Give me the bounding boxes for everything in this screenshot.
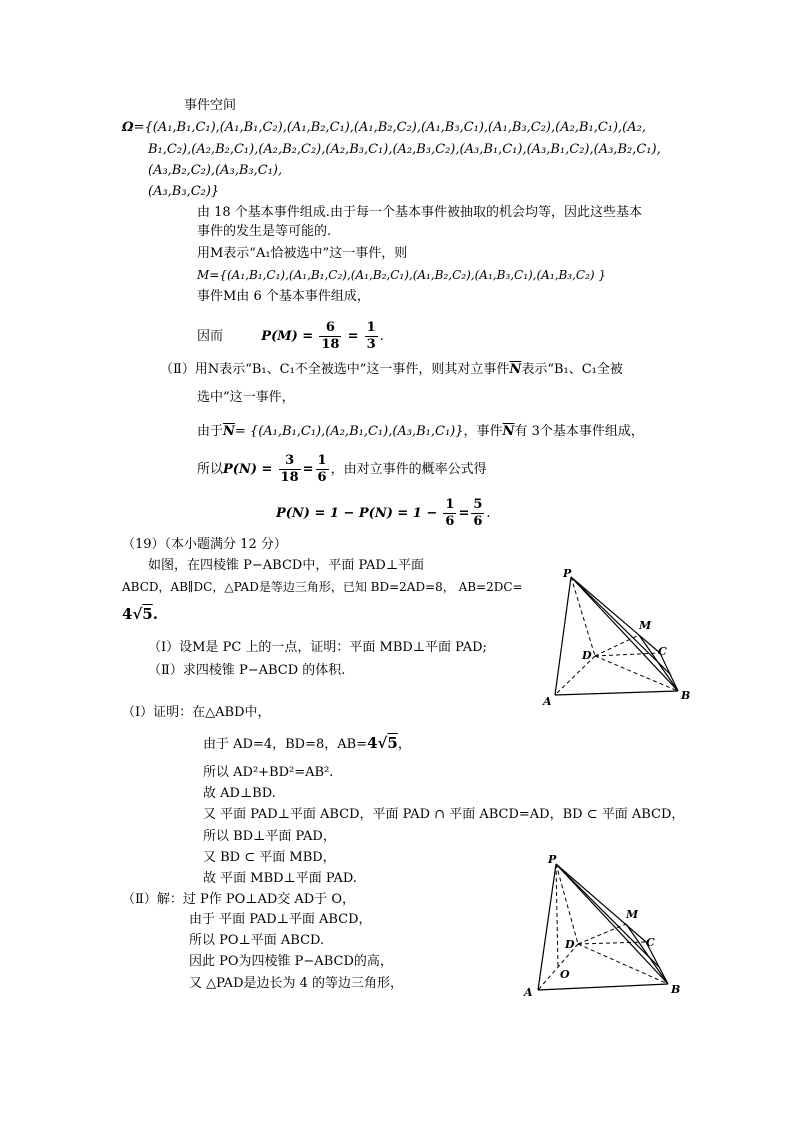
fraction-1-3 [365, 320, 378, 353]
label-d: D [582, 649, 592, 662]
nbar-symbol: $\overline{N}$ [223, 424, 235, 439]
event-m-count: 事件M由 6 个基本事件组成， [197, 289, 370, 304]
period-2: . [486, 506, 491, 521]
nbar-set-line [197, 422, 644, 442]
final-den: 6 [445, 514, 455, 529]
since-label: 由于 [197, 424, 224, 439]
proof-line-3: 所以 AD²+BD²=AB². [203, 765, 334, 780]
edge-pc [571, 577, 660, 653]
edge-dm [595, 635, 639, 656]
n-def-post: 表示“B₁、C₁全被 [521, 362, 623, 377]
pm-num2: 1 [366, 320, 376, 335]
fraction-final-5-6 [471, 497, 484, 530]
so-label: 所以 [197, 462, 224, 477]
equals-sign-2: = [302, 462, 314, 477]
label-p: P [563, 567, 572, 580]
omega-symbol: Ω [122, 120, 134, 135]
solution-line-1: （Ⅱ）解：过 P作 PO⊥AD交 AD于 O， [122, 892, 356, 907]
solution-line-4: 因此 PO为四棱锥 P−ABCD的高， [189, 954, 393, 969]
pn-den: 18 [280, 470, 299, 485]
coef-4: 4 [122, 605, 133, 623]
proof-line-2 [203, 733, 411, 755]
pnbar-formula [197, 450, 487, 490]
basic-events-line-2: 事件的发生是等可能的. [197, 224, 332, 239]
pn-den2: 6 [317, 470, 327, 485]
sqrt-sign: √ [132, 605, 143, 623]
edge-po [556, 864, 558, 968]
final-probability [276, 494, 491, 534]
equals-sign: = [347, 329, 359, 344]
proof-line-7: 又 BD ⊂ 平面 MBD， [203, 850, 336, 865]
edge-pb-2 [556, 864, 668, 984]
subquestion-1: （Ⅰ）设M是 PC 上的一点，证明：平面 MBD⊥平面 PAD; [148, 640, 487, 655]
final-num: 1 [445, 497, 455, 512]
subquestion-2: （Ⅱ）求四棱锥 P−ABCD 的体积. [148, 663, 346, 678]
nbar-set: = {(A₁,B₁,C₁),(A₂,B₁,C₁),(A₃,B₁,C₁)} [234, 424, 464, 439]
label-a-2: A [524, 986, 533, 999]
fraction-1-6 [316, 453, 329, 486]
edge-pa [555, 577, 571, 695]
edge-mb [639, 635, 678, 691]
sample-space-title: 事件空间 [184, 98, 237, 113]
edge-ab-2 [538, 984, 668, 990]
fraction-final-1-6 [443, 497, 456, 530]
n-def-pre: （Ⅱ）用N表示“B₁、C₁不全被选中”这一事件，则其对立事件 [160, 362, 510, 377]
radicand-5-b: 5 [387, 734, 398, 752]
final-left: P(N) = 1 − P(N) = 1 − [276, 506, 438, 521]
edge-pc-4 [556, 864, 660, 968]
label-m-2: M [626, 908, 639, 921]
pm-label: P(M) = [261, 329, 314, 344]
pm-num: 6 [319, 320, 341, 337]
proof-line-5: 又 平面 PAD⊥平面 ABCD，平面 PAD ∩ 平面 ABCD=AD，BD ⊂ 平面 ABCD， [203, 807, 685, 822]
solution-line-2: 由于 平面 PAD⊥平面 ABCD， [189, 912, 372, 927]
basic-events-line-1: 由 18 个基本事件组成.由于每一个基本事件被抽取的机会均等，因此这些基本 [197, 205, 642, 220]
pm-formula [197, 317, 384, 357]
pyramid-figure-1 [535, 565, 695, 710]
label-m: M [639, 619, 652, 632]
omega-line-4: (A₃,B₃,C₂)} [148, 184, 220, 199]
label-a: A [543, 695, 552, 708]
coef-4-b: 4 [367, 734, 378, 752]
question-19-header: （19）（本小题满分 12 分） [122, 537, 287, 552]
solution-line-5: 又 △PAD是边长为 4 的等边三角形， [189, 976, 404, 991]
pm-den2: 3 [366, 337, 376, 352]
label-c: C [658, 645, 667, 658]
radicand-5: 5 [142, 605, 153, 623]
proof-line-1: （Ⅰ）证明：在△ABD中， [122, 705, 271, 720]
therefore-label: 因而 [197, 329, 224, 344]
event-m-definition: 用M表示“A₁恰被选中”这一事件，则 [197, 246, 408, 261]
n-bar: $\overline{N}$ [509, 362, 522, 377]
question-19-stem-1: 如图，在四棱锥 P−ABCD中，平面 PAD⊥平面 [148, 558, 425, 573]
pm-den: 18 [321, 337, 340, 352]
fraction-3-18 [279, 453, 301, 486]
equals-sign-3: = [458, 506, 470, 521]
fraction-6-18 [319, 320, 341, 353]
complement-text: ，由对立事件的概率公式得 [330, 462, 487, 477]
pnbar-label: P(N) = [223, 462, 273, 477]
edge-cb [660, 653, 678, 691]
question-19-stem-3 [122, 604, 158, 624]
proof-line-6: 所以 BD⊥平面 PAD， [203, 829, 336, 844]
edge-pa-2 [538, 864, 556, 990]
label-o: O [560, 968, 570, 981]
nbar-count-pre: ，事件 [463, 424, 503, 439]
proof-comma: ， [397, 737, 411, 752]
label-b: B [681, 689, 691, 702]
nbar-count-post: 有 3个基本事件组成， [514, 424, 644, 439]
event-n-definition-2: 选中”这一事件， [197, 390, 295, 405]
stem-period: . [152, 605, 158, 623]
label-d-2: D [565, 938, 575, 951]
edge-pb [571, 577, 678, 691]
label-p-2: P [548, 853, 557, 866]
proof-line-4: 故 AD⊥BD. [203, 786, 276, 801]
final-den2: 6 [473, 514, 483, 529]
event-m-set: M={(A₁,B₁,C₁),(A₁,B₁,C₂),(A₁,B₂,C₁),(A₁,B₂,C₂),(A₁,B₃,C₁),(A₁,B₃,C₂) } [197, 268, 607, 282]
label-b-2: B [671, 983, 681, 996]
solution-line-3: 所以 PO⊥平面 ABCD. [189, 933, 325, 948]
edge-ab [555, 691, 678, 695]
pyramid-figure-2 [518, 850, 688, 1000]
edge-mb-2 [626, 924, 668, 984]
period: . [379, 329, 384, 344]
sqrt-sign-2: √ [377, 734, 388, 752]
event-n-definition-1 [160, 360, 623, 380]
pn-num: 3 [279, 453, 301, 470]
proof-values: 由于 AD=4，BD=8，AB= [203, 737, 368, 752]
omega-text-1: ={(A₁,B₁,C₁),(A₁,B₁,C₂),(A₁,B₂,C₁),(A₁,B₂,C₂),(A₁,B₃,C₁),(A₁,B₃,C₂),(A₂,B₁,C₁),(A₂, [133, 120, 646, 135]
omega-line-3: (A₃,B₂,C₂),(A₃,B₃,C₁), [148, 163, 283, 178]
final-num2: 5 [473, 497, 483, 512]
label-c-2: C [646, 936, 655, 949]
pn-num2: 1 [317, 453, 327, 468]
omega-line-1 [122, 118, 646, 138]
nbar-symbol-2: $\overline{N}$ [502, 424, 515, 439]
omega-line-2: B₁,C₂),(A₂,B₂,C₁),(A₂,B₂,C₂),(A₂,B₃,C₁),(A₂,B₃,C₂),(A₃,B₁,C₁),(A₃,B₁,C₂),(A₃,B₂,C₁), [148, 142, 661, 157]
edge-dm-2 [578, 924, 626, 944]
edge-pc-3 [556, 864, 646, 942]
proof-line-8: 故 平面 MBD⊥平面 PAD. [203, 871, 357, 886]
question-19-stem-2: ABCD，AB∥DC，△PAD是等边三角形，已知 BD=2AD=8， AB=2DC= [122, 580, 523, 594]
